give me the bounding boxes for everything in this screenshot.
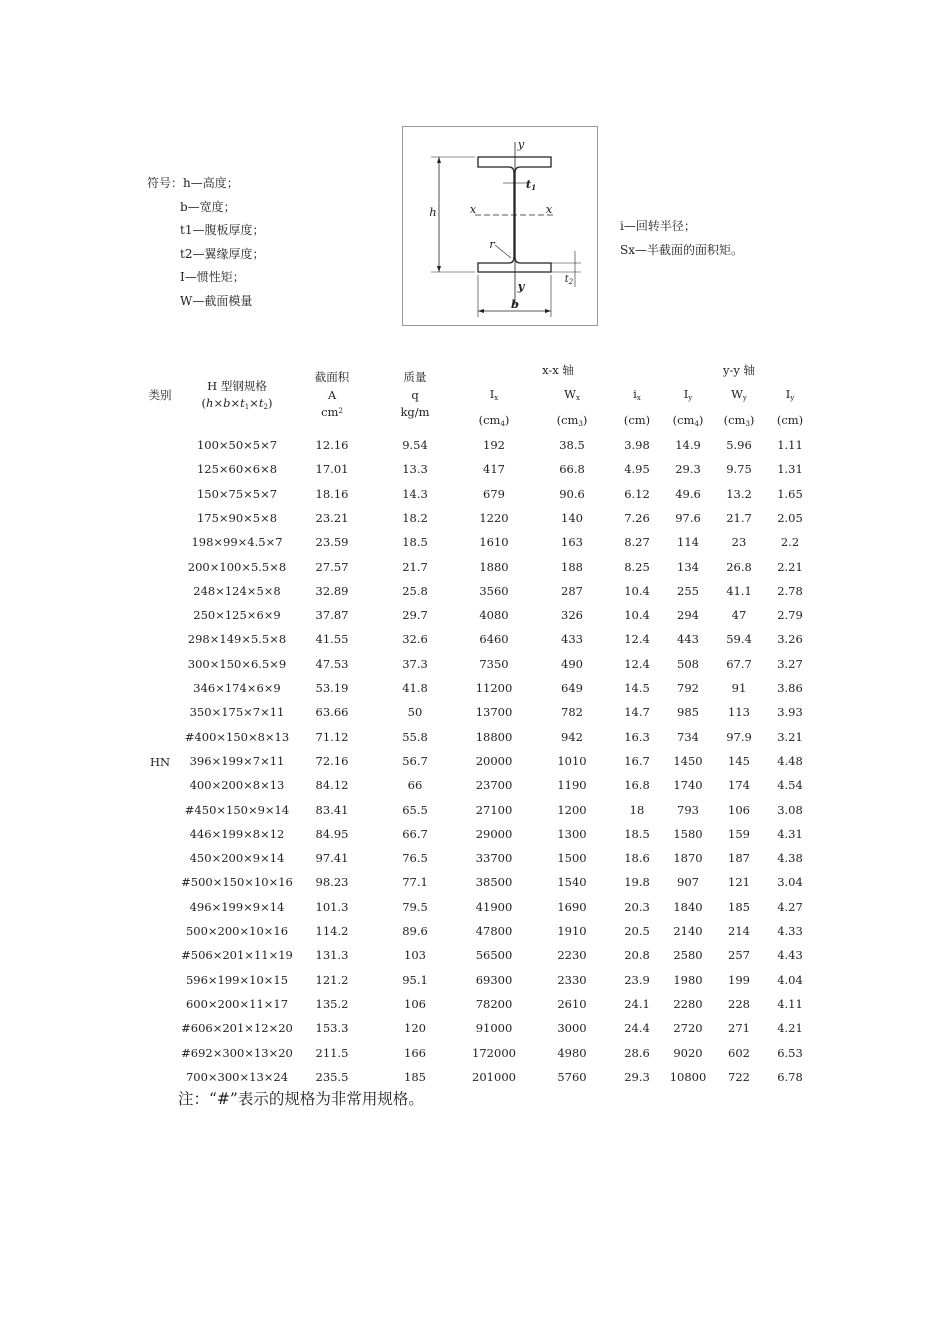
cell-ix-radius: 8.27	[624, 535, 650, 550]
header-wy: $W_y$	[731, 387, 747, 402]
cell-iy-inertia: 1740	[673, 778, 703, 793]
cell-area: 235.5	[315, 1069, 349, 1084]
cell-ix-radius: 16.8	[624, 778, 650, 793]
cell-spec: 300×150×6.5×9	[187, 656, 287, 671]
cell-wx: 1300	[557, 826, 587, 841]
cell-area: 18.16	[315, 486, 349, 501]
cell-spec: 298×149×5.5×8	[187, 632, 287, 647]
cell-wx: 1500	[557, 851, 587, 866]
footnote: 注：“#”表示的规格为非常用规格。	[178, 1090, 424, 1108]
cell-spec: 600×200×11×17	[185, 996, 289, 1011]
cell-ix-radius: 16.7	[624, 753, 650, 768]
cell-wx: 2330	[557, 972, 587, 987]
cell-iy-inertia: 985	[677, 705, 699, 720]
cell-wx: 1190	[557, 778, 587, 793]
cell-iy-radius: 6.53	[777, 1045, 803, 1060]
cell-ix-inertia: 27100	[475, 802, 513, 817]
cell-area: 41.55	[315, 632, 349, 647]
cell-wx: 38.5	[559, 438, 585, 452]
header-wy-unit: $(cm_3)$	[723, 413, 755, 428]
cell-iy-inertia: 134	[677, 559, 699, 574]
cell-spec: 396×199×7×11	[189, 753, 285, 768]
cell-mass: 25.8	[402, 583, 428, 598]
cell-ix-inertia: 172000	[472, 1045, 516, 1060]
cell-area: 53.19	[315, 681, 349, 695]
cell-mass: 166	[404, 1045, 426, 1060]
cell-wy: 26.8	[726, 559, 752, 574]
cell-ix-inertia: 29000	[475, 826, 513, 841]
cell-iy-radius: 4.54	[777, 778, 803, 793]
cell-area: 121.2	[315, 972, 349, 987]
h-beam-svg	[403, 127, 597, 325]
cell-mass: 185	[404, 1069, 426, 1084]
cell-area: 101.3	[315, 899, 349, 914]
cell-area: 131.3	[315, 948, 349, 963]
cell-ix-inertia: 56500	[475, 948, 513, 963]
cell-mass: 95.1	[402, 972, 428, 987]
cell-ix-radius: 12.4	[624, 632, 650, 647]
cell-iy-inertia: 793	[677, 802, 699, 817]
legend-item-t1: t1—腹板厚度；	[180, 223, 265, 237]
header-ix-radius-unit: (cm)	[623, 413, 651, 427]
cell-wx: 3000	[557, 1021, 587, 1036]
cell-ix-radius: 23.9	[624, 972, 650, 987]
cell-area: 98.23	[315, 875, 349, 890]
cell-wx: 1010	[557, 753, 587, 768]
legend-item-t2: t2—翼缘厚度；	[180, 246, 265, 261]
r-label: r	[489, 237, 495, 251]
legend-item-sx: Sx—半截面的面积矩。	[620, 242, 743, 257]
cell-spec: #500×150×10×16	[181, 875, 293, 890]
cell-wx: 326	[561, 608, 583, 623]
cell-iy-radius: 1.65	[777, 486, 803, 501]
cell-mass: 13.3	[402, 462, 428, 477]
header-wx-unit: $(cm_3)$	[556, 413, 588, 428]
cell-ix-inertia: 23700	[475, 778, 513, 793]
cell-spec: #692×300×13×20	[181, 1045, 293, 1060]
y-axis-top-label: y	[517, 137, 525, 151]
cell-ix-radius: 16.3	[624, 729, 650, 744]
cell-iy-inertia: 1580	[673, 826, 703, 841]
cell-ix-radius: 10.4	[624, 608, 650, 623]
cell-area: 83.41	[315, 802, 349, 817]
cell-wx: 163	[561, 535, 583, 550]
cell-wy: 121	[728, 875, 750, 890]
cell-iy-inertia: 49.6	[675, 486, 701, 501]
t2-label: $t_2$	[564, 274, 574, 286]
cell-area: 47.53	[315, 656, 349, 671]
cell-spec: 198×99×4.5×7	[191, 535, 283, 550]
cell-spec: 596×199×10×15	[185, 972, 289, 987]
header-category: 类别	[148, 388, 172, 402]
cell-mass: 103	[404, 948, 426, 963]
cell-wx: 942	[561, 729, 583, 744]
cell-iy-inertia: 2140	[673, 924, 703, 938]
cell-ix-inertia: 1880	[479, 559, 509, 574]
legend-item-i: I—惯性矩；	[180, 270, 245, 284]
cell-iy-inertia: 1840	[673, 899, 703, 914]
cell-iy-radius: 4.48	[777, 753, 803, 768]
header-ix-radius: $i_x$	[633, 387, 641, 402]
cell-wy: 41.1	[726, 583, 752, 598]
cell-iy-inertia: 114	[677, 535, 699, 550]
cell-spec: 200×100×5.5×8	[187, 559, 287, 574]
cell-wy: 199	[728, 972, 750, 987]
cell-wx: 90.6	[559, 486, 585, 501]
cell-ix-inertia: 47800	[475, 924, 513, 938]
cell-ix-inertia: 41900	[475, 899, 513, 914]
cell-mass: 50	[407, 705, 423, 720]
x-axis-left-label: x	[469, 202, 477, 216]
cell-iy-inertia: 2580	[673, 948, 703, 963]
legend-item-radius: i—回转半径；	[620, 219, 696, 233]
cell-mass: 89.6	[402, 924, 428, 938]
cell-wx: 1690	[557, 899, 587, 914]
cell-ix-inertia: 11200	[475, 681, 513, 695]
header-spec: H 型钢规格	[207, 379, 267, 393]
header-ix-inertia-unit: $(cm_4)$	[478, 413, 510, 428]
cell-ix-inertia: 78200	[475, 996, 513, 1011]
cell-iy-inertia: 9020	[673, 1045, 703, 1060]
header-mass-unit: kg/m	[400, 405, 430, 419]
cell-spec: #506×201×11×19	[181, 948, 293, 963]
cell-wy: 271	[728, 1021, 750, 1036]
cell-wx: 5760	[557, 1069, 587, 1084]
cell-mass: 18.5	[402, 535, 428, 550]
cell-iy-radius: 6.78	[777, 1069, 803, 1084]
cell-spec: #606×201×12×20	[181, 1021, 293, 1036]
cell-ix-radius: 4.95	[624, 462, 650, 477]
cell-area: 32.89	[315, 583, 349, 598]
header-mass: 质量	[403, 370, 427, 384]
cell-ix-inertia: 417	[483, 462, 505, 477]
cell-wy: 13.2	[726, 486, 752, 501]
cell-iy-radius: 2.05	[777, 510, 803, 525]
cell-ix-inertia: 20000	[475, 753, 513, 768]
cell-ix-radius: 20.3	[624, 899, 650, 914]
cell-wx: 1200	[557, 802, 587, 817]
cell-ix-inertia: 192	[483, 438, 505, 452]
legend-item-h: h—高度；	[183, 176, 239, 190]
cell-area: 211.5	[315, 1045, 349, 1060]
cell-area: 153.3	[315, 1021, 349, 1036]
cell-spec: 250×125×6×9	[193, 608, 281, 623]
cell-spec: 100×50×5×7	[196, 438, 278, 452]
x-axis-right-label: x	[545, 202, 553, 216]
cell-mass: 18.2	[402, 510, 428, 525]
cell-area: 72.16	[315, 753, 349, 768]
cell-iy-radius: 2.21	[777, 559, 803, 574]
cell-wx: 287	[561, 583, 583, 598]
cell-iy-radius: 4.27	[777, 899, 803, 914]
header-iy-radius: $I_y$	[785, 387, 795, 402]
cell-area: 12.16	[315, 438, 349, 452]
cell-ix-inertia: 33700	[475, 851, 513, 866]
cell-iy-inertia: 1870	[673, 851, 703, 866]
cell-wy: 214	[728, 924, 750, 938]
cell-wx: 649	[561, 681, 583, 695]
cell-wx: 490	[561, 656, 583, 671]
cell-iy-inertia: 792	[677, 681, 699, 695]
category-value: HN	[149, 755, 171, 769]
header-yy-axis: y-y 轴	[722, 363, 756, 377]
cell-spec: 700×300×13×24	[185, 1069, 289, 1084]
cell-wy: 113	[728, 705, 750, 720]
cell-ix-inertia: 1610	[479, 535, 509, 550]
cell-iy-inertia: 907	[677, 875, 699, 890]
cell-ix-radius: 14.7	[624, 705, 650, 720]
cell-ix-radius: 28.6	[624, 1045, 650, 1060]
cell-ix-inertia: 7350	[479, 656, 509, 671]
cell-wx: 782	[561, 705, 583, 720]
h-dimension-label: h	[429, 205, 437, 219]
cell-wy: 67.7	[726, 656, 752, 671]
cell-mass: 76.5	[402, 851, 428, 866]
cell-iy-radius: 1.11	[777, 438, 803, 452]
cell-iy-radius: 3.08	[777, 802, 803, 817]
legend-label: 符号：	[147, 176, 184, 190]
cell-ix-inertia: 679	[483, 486, 505, 501]
cell-iy-inertia: 2280	[673, 996, 703, 1011]
cell-iy-radius: 3.93	[777, 705, 803, 720]
cell-spec: 400×200×8×13	[189, 778, 285, 793]
cell-wx: 433	[561, 632, 583, 647]
cell-wy: 145	[728, 753, 750, 768]
cell-ix-radius: 24.1	[624, 996, 650, 1011]
cell-iy-inertia: 29.3	[675, 462, 701, 477]
cell-spec: 350×175×7×11	[189, 705, 285, 720]
cell-spec: 150×75×5×7	[196, 486, 278, 501]
header-iy-inertia: $I_y$	[683, 387, 693, 402]
cell-wx: 2610	[557, 996, 587, 1011]
cell-iy-radius: 4.21	[777, 1021, 803, 1036]
cell-wy: 722	[728, 1069, 750, 1084]
cell-wy: 9.75	[726, 462, 752, 477]
cell-iy-radius: 2.78	[777, 583, 803, 598]
cell-ix-inertia: 69300	[475, 972, 513, 987]
cell-area: 135.2	[315, 996, 349, 1011]
cell-iy-inertia: 10800	[669, 1069, 707, 1084]
cell-area: 17.01	[315, 462, 349, 477]
cell-wy: 47	[731, 608, 747, 623]
cell-wx: 1910	[557, 924, 587, 938]
cell-iy-radius: 1.31	[777, 462, 803, 477]
cell-spec: 175×90×5×8	[196, 510, 278, 525]
legend-item-b: b—宽度；	[180, 199, 236, 214]
header-iy-radius-unit: (cm)	[776, 413, 804, 427]
cell-spec: 500×200×10×16	[185, 924, 289, 938]
cell-iy-radius: 3.27	[777, 656, 803, 671]
cell-spec: 446×199×8×12	[189, 826, 285, 841]
cell-iy-inertia: 97.6	[675, 510, 701, 525]
cell-wy: 187	[728, 851, 750, 866]
cell-ix-radius: 10.4	[624, 583, 650, 598]
cell-ix-radius: 8.25	[624, 559, 650, 574]
cell-ix-radius: 24.4	[624, 1021, 650, 1036]
cell-iy-radius: 3.04	[777, 875, 803, 890]
cell-area: 84.95	[315, 826, 349, 841]
cell-mass: 66	[407, 778, 423, 793]
cell-wy: 228	[728, 996, 750, 1011]
cell-mass: 66.7	[402, 826, 428, 841]
header-spec-formula: $(h\times b\times t_1\times t_2)$	[201, 396, 273, 411]
cell-mass: 79.5	[402, 899, 428, 914]
cell-iy-radius: 3.26	[777, 632, 803, 647]
cell-wx: 66.8	[559, 462, 585, 477]
cell-wy: 59.4	[726, 632, 752, 647]
cell-ix-inertia: 4080	[479, 608, 509, 623]
cell-iy-radius: 3.86	[777, 681, 803, 695]
cell-area: 84.12	[315, 778, 349, 793]
cell-area: 37.87	[315, 608, 349, 623]
cell-mass: 56.7	[402, 753, 428, 768]
cell-mass: 32.6	[402, 632, 428, 647]
cell-wy: 602	[728, 1045, 750, 1060]
cell-iy-inertia: 508	[677, 656, 699, 671]
cell-mass: 41.8	[402, 681, 428, 695]
cell-ix-radius: 18.6	[624, 851, 650, 866]
cell-ix-radius: 7.26	[624, 510, 650, 525]
header-mass-symbol: q	[411, 388, 419, 402]
legend-item-w: W—截面模量	[180, 293, 253, 308]
header-xx-axis: x-x 轴	[542, 363, 574, 377]
cell-spec: #400×150×8×13	[184, 729, 290, 744]
cell-ix-radius: 18.5	[624, 826, 650, 841]
cell-area: 63.66	[315, 705, 349, 720]
cell-iy-radius: 2.79	[777, 608, 803, 623]
cell-wy: 91	[731, 681, 747, 695]
cell-ix-radius: 3.98	[624, 438, 650, 452]
cell-iy-radius: 4.04	[777, 972, 803, 987]
cell-iy-inertia: 1980	[673, 972, 703, 987]
cell-mass: 65.5	[402, 802, 428, 817]
header-area-symbol: A	[327, 388, 337, 402]
cell-ix-inertia: 6460	[479, 632, 509, 647]
cell-wy: 106	[728, 802, 750, 817]
cell-spec: 125×60×6×8	[196, 462, 278, 477]
legend-row-h	[147, 172, 264, 196]
cell-wy: 159	[728, 826, 750, 841]
cell-mass: 29.7	[402, 608, 428, 623]
cell-iy-inertia: 294	[677, 608, 699, 623]
cell-wx: 140	[561, 510, 583, 525]
header-area: 截面积	[314, 370, 350, 384]
header-iy-inertia-unit: $(cm_4)$	[672, 413, 704, 428]
cell-iy-radius: 4.43	[777, 948, 803, 963]
cell-iy-inertia: 443	[677, 632, 699, 647]
cell-mass: 120	[404, 1021, 426, 1036]
cell-mass: 37.3	[402, 656, 428, 671]
cell-ix-inertia: 1220	[479, 510, 509, 525]
cell-area: 23.59	[315, 535, 349, 550]
t1-label: $t_1$	[525, 177, 537, 192]
cell-wy: 21.7	[726, 510, 752, 525]
cell-wx: 4980	[557, 1045, 587, 1060]
cell-ix-inertia: 38500	[475, 875, 513, 890]
cell-iy-inertia: 1450	[673, 753, 703, 768]
cell-ix-inertia: 91000	[475, 1021, 513, 1036]
cell-spec: 450×200×9×14	[189, 851, 285, 866]
cell-iy-radius: 4.11	[777, 996, 803, 1011]
cell-area: 97.41	[315, 851, 349, 866]
cell-mass: 21.7	[402, 559, 428, 574]
cell-iy-radius: 4.31	[777, 826, 803, 841]
b-dimension-label: b	[510, 297, 520, 311]
cell-wx: 2230	[557, 948, 587, 963]
header-wx: $W_x$	[564, 387, 580, 402]
cell-spec: 496×199×9×14	[189, 899, 285, 914]
cell-area: 23.21	[315, 510, 349, 525]
cell-wy: 5.96	[726, 438, 752, 452]
cell-area: 27.57	[315, 559, 349, 574]
cell-spec: #450×150×9×14	[184, 802, 290, 817]
cell-wy: 97.9	[726, 729, 752, 744]
cell-ix-inertia: 3560	[479, 583, 509, 598]
cell-ix-inertia: 13700	[475, 705, 513, 720]
header-ix-inertia: $I_x$	[489, 387, 499, 402]
cell-spec: 248×124×5×8	[193, 583, 281, 598]
cell-area: 114.2	[315, 924, 349, 938]
cell-ix-radius: 6.12	[624, 486, 650, 501]
cell-iy-radius: 4.38	[777, 851, 803, 866]
cell-spec: 346×174×6×9	[193, 681, 281, 695]
cell-mass: 55.8	[402, 729, 428, 744]
cell-iy-radius: 2.2	[780, 535, 800, 550]
header-area-unit: $cm^2$	[321, 405, 343, 419]
cell-mass: 77.1	[402, 875, 428, 890]
cell-wy: 257	[728, 948, 750, 963]
cell-iy-inertia: 734	[677, 729, 699, 744]
cell-mass: 14.3	[402, 486, 428, 501]
cell-mass: 106	[404, 996, 426, 1011]
symbol-legend-right	[620, 215, 743, 262]
cell-iy-radius: 3.21	[777, 729, 803, 744]
cell-iy-radius: 4.33	[777, 924, 803, 938]
cell-ix-radius: 20.8	[624, 948, 650, 963]
cell-ix-radius: 29.3	[624, 1069, 650, 1084]
cell-ix-radius: 12.4	[624, 656, 650, 671]
cell-wy: 174	[728, 778, 750, 793]
cell-wy: 23	[731, 535, 747, 550]
y-axis-bottom-label: y	[517, 279, 525, 293]
cell-ix-radius: 18	[629, 802, 645, 817]
h-beam-diagram	[402, 126, 598, 326]
cell-mass: 9.54	[402, 438, 428, 452]
h-beam-outline	[478, 157, 551, 272]
cell-wx: 1540	[557, 875, 587, 890]
cell-ix-inertia: 18800	[475, 729, 513, 744]
cell-wy: 185	[728, 899, 750, 914]
cell-ix-inertia: 201000	[472, 1069, 516, 1084]
cell-area: 71.12	[315, 729, 349, 744]
cell-iy-inertia: 255	[677, 583, 699, 598]
symbol-legend	[147, 172, 264, 313]
cell-wx: 188	[561, 559, 583, 574]
cell-ix-radius: 20.5	[624, 924, 650, 938]
r-leader-line	[495, 245, 511, 258]
cell-ix-radius: 19.8	[624, 875, 650, 890]
cell-iy-inertia: 2720	[673, 1021, 703, 1036]
cell-ix-radius: 14.5	[624, 681, 650, 695]
cell-iy-inertia: 14.9	[675, 438, 701, 452]
